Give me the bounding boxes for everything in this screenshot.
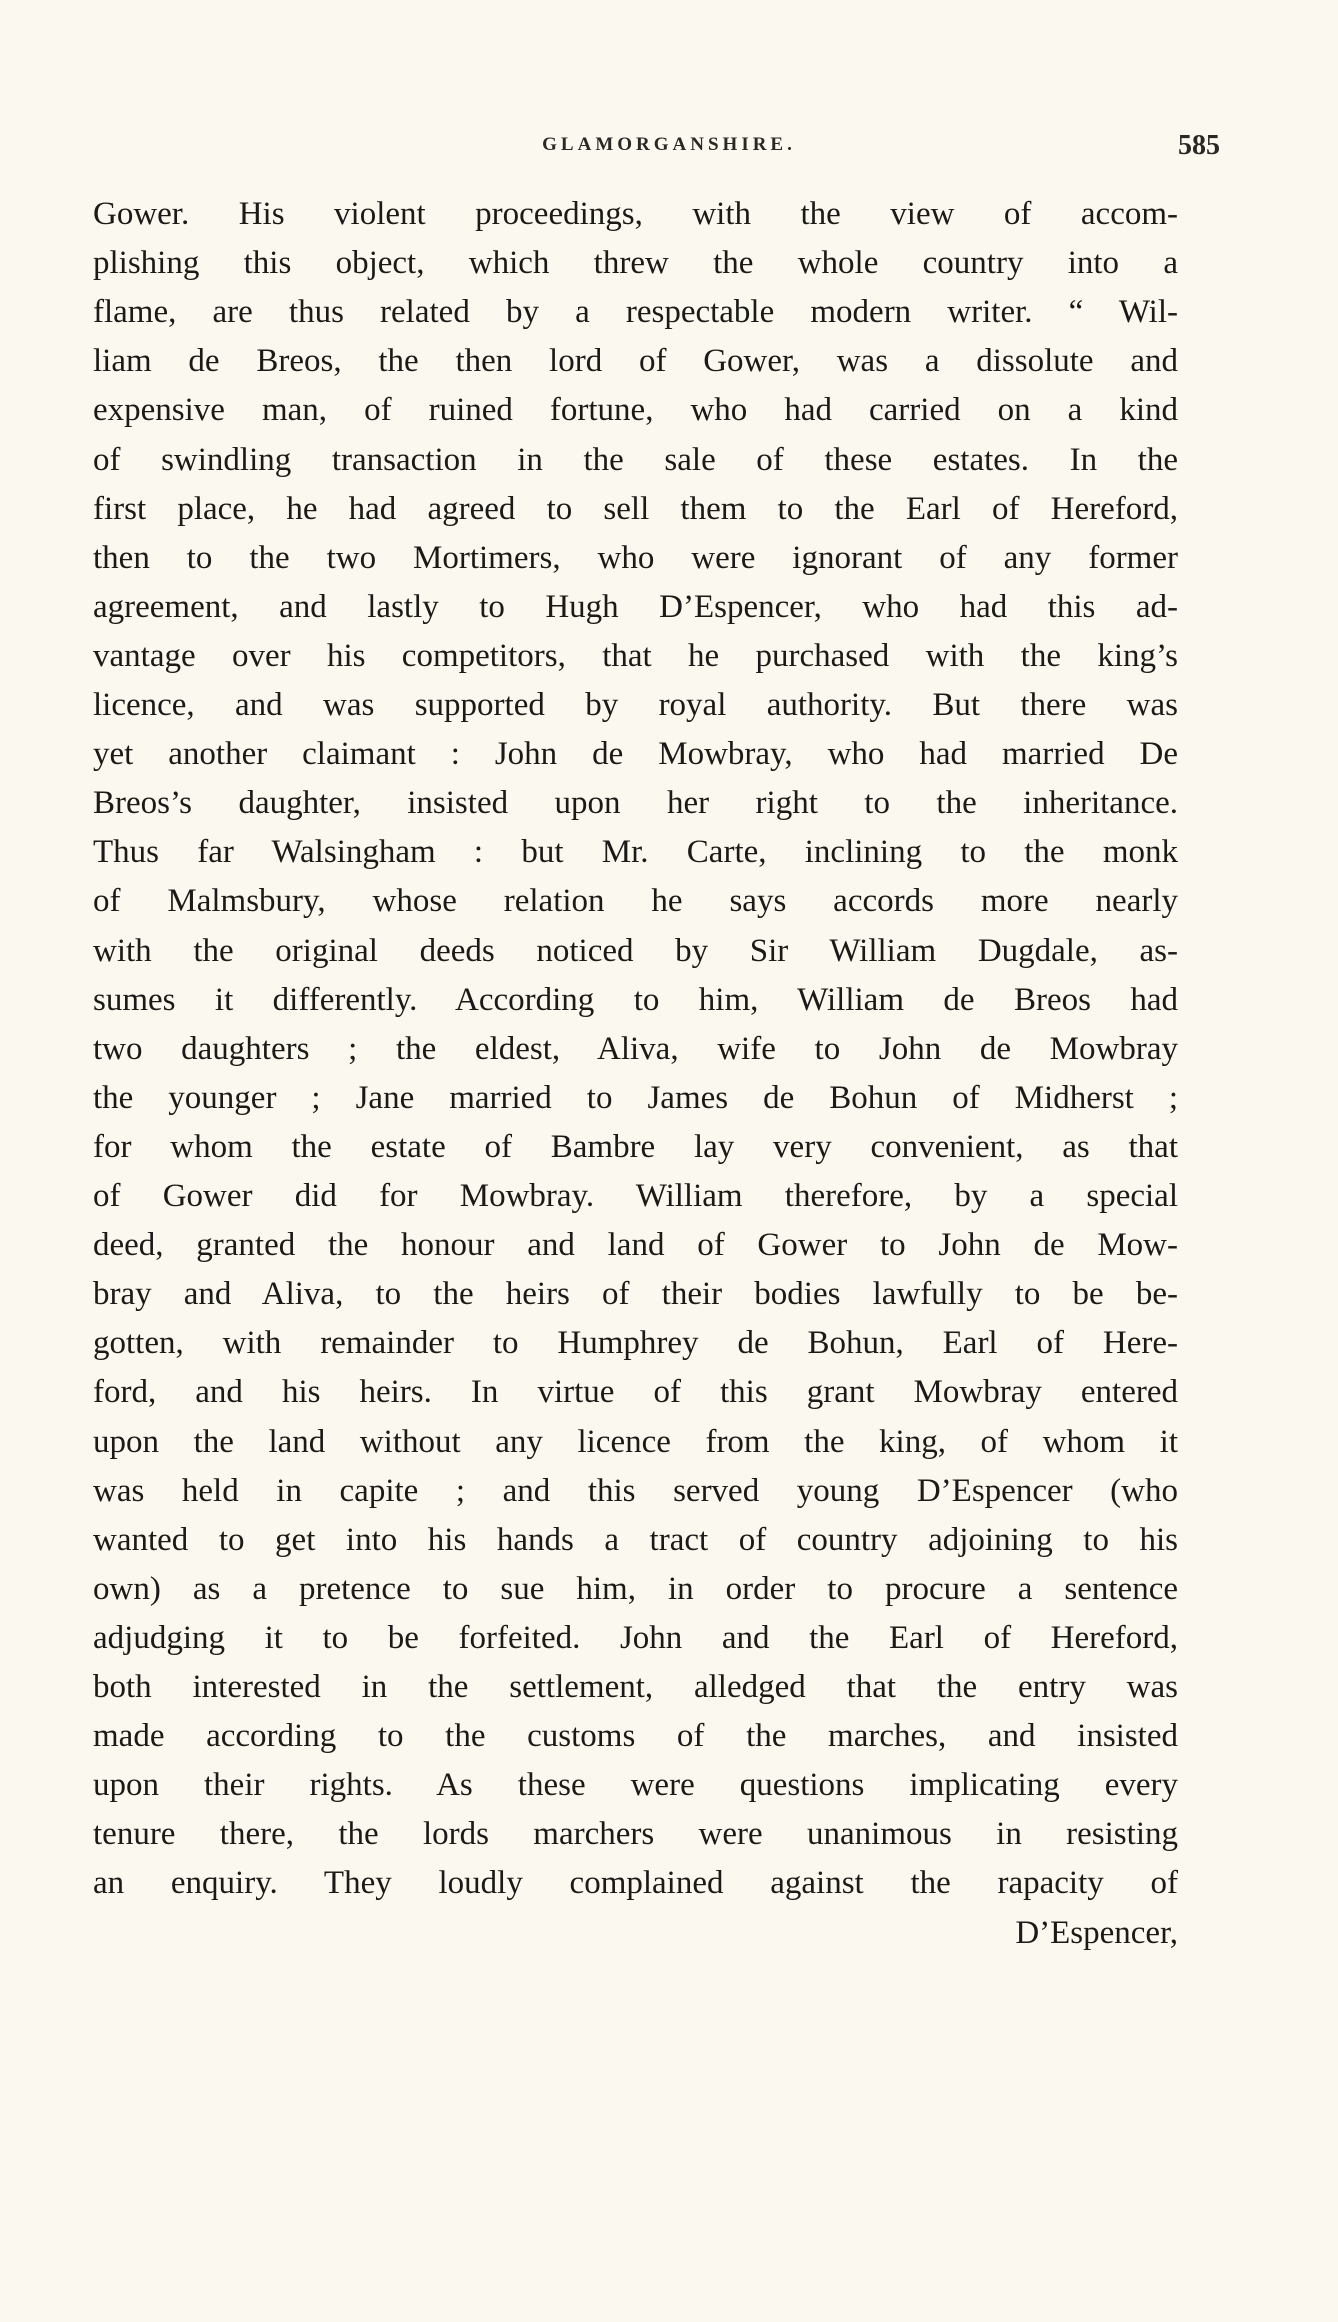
text-line: bray and Aliva, to the heirs of their bodies lawfully to be be-	[93, 1276, 1178, 1313]
running-head: GLAMORGANSHIRE.	[542, 134, 796, 155]
text-line: Gower. His violent proceedings, with the view of accom-	[93, 196, 1178, 232]
text-line: both interested in the settlement, alledged that the entry was	[93, 1669, 1178, 1705]
text-line: expensive man, of ruined fortune, who had carried on a kind	[93, 392, 1178, 429]
text-line: with the original deeds noticed by Sir William Dugdale, as-	[93, 932, 1178, 969]
text-line: then to the two Mortimers, who were ignorant of any former	[93, 539, 1178, 576]
text-line: licence, and was supported by royal authority. But there was	[93, 687, 1178, 723]
text-line: first place, he had agreed to sell them to the Earl of Hereford,	[93, 490, 1178, 527]
text-line: adjudging it to be forfeited. John and the Earl of Hereford,	[93, 1619, 1178, 1656]
text-line: of Malmsbury, whose relation he says accords more nearly	[93, 883, 1178, 920]
text-line: own) as a pretence to sue him, in order to procure a sentence	[93, 1570, 1178, 1607]
text-line: sumes it differently. According to him, William de Breos had	[93, 981, 1178, 1018]
text-line: of Gower did for Mowbray. William therefore, by a special	[93, 1178, 1178, 1214]
text-line: wanted to get into his hands a tract of country adjoining to his	[93, 1521, 1178, 1558]
page-number: 585	[1178, 130, 1220, 161]
page-header	[0, 130, 1338, 170]
text-line: upon the land without any licence from the king, of whom it	[93, 1423, 1178, 1460]
text-line: for whom the estate of Bambre lay very convenient, as that	[93, 1128, 1178, 1165]
text-line: yet another claimant : John de Mowbray, who had married De	[93, 736, 1178, 773]
text-line: gotten, with remainder to Humphrey de Bohun, Earl of Here-	[93, 1325, 1178, 1362]
text-line: flame, are thus related by a respectable modern writer. “ Wil-	[93, 294, 1178, 331]
text-line: of swindling transaction in the sale of these estates. In the	[93, 441, 1178, 478]
text-line: the younger ; Jane married to James de Bohun of Midherst ;	[93, 1079, 1178, 1116]
text-line: Breos’s daughter, insisted upon her right to the inheritance.	[93, 785, 1178, 822]
text-line: Thus far Walsingham : but Mr. Carte, inclining to the monk	[93, 834, 1178, 871]
text-line: made according to the customs of the marches, and insisted	[93, 1718, 1178, 1755]
text-line: ford, and his heirs. In virtue of this grant Mowbray entered	[93, 1374, 1178, 1411]
text-line: plishing this object, which threw the whole country into a	[93, 245, 1178, 282]
text-line: D’Espencer,	[1015, 1914, 1178, 1951]
text-line: an enquiry. They loudly complained against the rapacity of	[93, 1865, 1178, 1902]
text-line: liam de Breos, the then lord of Gower, was a dissolute and	[93, 343, 1178, 380]
text-line: agreement, and lastly to Hugh D’Espencer, who had this ad-	[93, 588, 1178, 625]
text-line: vantage over his competitors, that he purchased with the king’s	[93, 637, 1178, 674]
text-line: deed, granted the honour and land of Gower to John de Mow-	[93, 1227, 1178, 1264]
text-line: tenure there, the lords marchers were unanimous in resisting	[93, 1816, 1178, 1853]
text-line: was held in capite ; and this served young D’Espencer (who	[93, 1472, 1178, 1509]
text-line: upon their rights. As these were questions implicating every	[93, 1767, 1178, 1804]
text-line: two daughters ; the eldest, Aliva, wife to John de Mowbray	[93, 1030, 1178, 1067]
